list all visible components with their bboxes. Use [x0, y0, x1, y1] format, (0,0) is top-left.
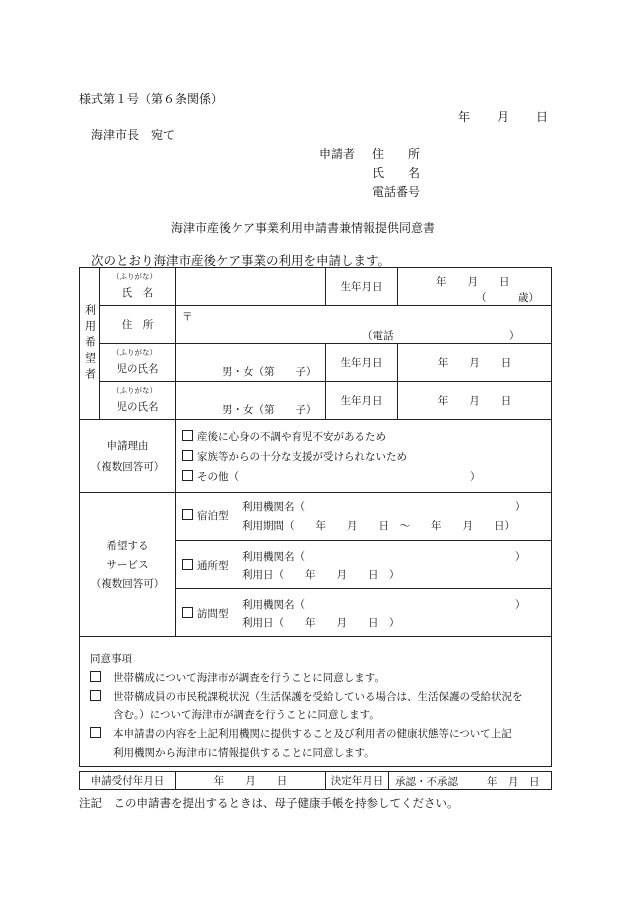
- service-label: 希望する サービス （複数回答可）: [80, 493, 176, 637]
- checkbox[interactable]: [90, 727, 101, 738]
- child-birth-label: 生年月日: [326, 382, 398, 420]
- service-type[interactable]: 宿泊型: [182, 508, 229, 523]
- applicant-name-input[interactable]: [176, 268, 326, 306]
- child-birth-input[interactable]: 年 月 日: [398, 382, 552, 420]
- reason-label: 申請理由 （複数回答可）: [80, 420, 176, 493]
- service-type[interactable]: 通所型: [182, 558, 229, 573]
- applicant-label: 申請者: [319, 147, 356, 161]
- checkbox[interactable]: [182, 559, 193, 570]
- application-table: [79, 267, 552, 767]
- child-name-input[interactable]: 男・女（第 子）: [176, 344, 326, 382]
- form-number: 様式第１号（第６条関係）: [79, 92, 224, 106]
- intro-text: 次のとおり海津市産後ケア事業の利用を申請します。: [91, 253, 391, 268]
- service-type[interactable]: 訪問型: [182, 606, 229, 621]
- service-stay: 宿泊型 利用機関名（ ） 利用期間（ 年 月 日 ～ 年 月 日）: [176, 493, 552, 541]
- address-label: 住 所: [100, 306, 176, 344]
- reason-option[interactable]: 産後に心身の不調や育児不安があるため: [182, 429, 551, 444]
- decision-label: 決定年月日: [326, 772, 389, 790]
- applicant-phone-label: 電話番号: [372, 185, 421, 199]
- addressee: 海津市長 宛て: [91, 128, 176, 142]
- office-use-table: [79, 771, 552, 790]
- applicant-birth-input[interactable]: 年 月 日 （ 歳）: [398, 268, 552, 306]
- checkbox[interactable]: [182, 607, 193, 618]
- child-birth-label: 生年月日: [326, 344, 398, 382]
- applicant-side-label: 利用希望者: [80, 268, 100, 420]
- form-title: 海津市産後ケア事業利用申請書兼情報提供同意書: [171, 221, 436, 235]
- received-date[interactable]: 年 月 日: [176, 772, 326, 790]
- applicant-address-input[interactable]: 〒 （電話 ）: [176, 306, 552, 344]
- consent-section: 同意事項 世帯構成について海津市が調査を行うことに同意します。 世帯構成員の市民税課税状況（生活保護を受給している場合は、生活保護の受給状況を 含む。）について海津市が調査を行うことに同意します。 本申請書の内容を上記利用機関に提供すること及び利用者の健康状態等について上記 利用機関から海津市に情報提供することに同意します。: [80, 637, 552, 767]
- reason-options: [176, 420, 552, 493]
- reason-option[interactable]: 家族等からの十分な支援が受けられないため: [182, 449, 551, 464]
- child-name-label: （ふりがな） 児の氏名: [100, 382, 176, 420]
- footer-note: 注記 この申請書を提出するときは、母子健康手帳を持参してください。: [79, 796, 459, 810]
- consent-item[interactable]: 世帯構成について海津市が調査を行うことに同意します。: [90, 670, 385, 685]
- applicant-name-label: 氏 名: [372, 166, 421, 180]
- birth-label: 生年月日: [326, 268, 398, 306]
- checkbox[interactable]: [182, 509, 193, 520]
- checkbox[interactable]: [90, 671, 101, 682]
- applicant-address-label: 住 所: [372, 147, 421, 161]
- consent-item[interactable]: 世帯構成員の市民税課税状況（生活保護を受給している場合は、生活保護の受給状況を: [90, 689, 523, 704]
- service-visit: 訪問型 利用機関名（ ） 利用日（ 年 月 日 ）: [176, 589, 552, 637]
- child-birth-input[interactable]: 年 月 日: [398, 344, 552, 382]
- checkbox[interactable]: [182, 450, 193, 461]
- reason-option[interactable]: その他（ ）: [182, 469, 551, 484]
- service-day: 通所型 利用機関名（ ） 利用日（ 年 月 日 ）: [176, 541, 552, 589]
- date-line: 年 月 日: [458, 110, 550, 124]
- checkbox[interactable]: [90, 690, 101, 701]
- decision-value[interactable]: 承認・不承認 年 月 日: [389, 772, 552, 790]
- child-name-label: （ふりがな） 児の氏名: [100, 344, 176, 382]
- consent-item[interactable]: 本申請書の内容を上記利用機関に提供すること及び利用者の健康状態等について上記: [90, 726, 512, 741]
- checkbox[interactable]: [182, 430, 193, 441]
- received-label: 申請受付年月日: [80, 772, 176, 790]
- name-label-cell: （ふりがな） 氏 名: [100, 268, 176, 306]
- child-name-input[interactable]: 男・女（第 子）: [176, 382, 326, 420]
- checkbox[interactable]: [182, 470, 193, 481]
